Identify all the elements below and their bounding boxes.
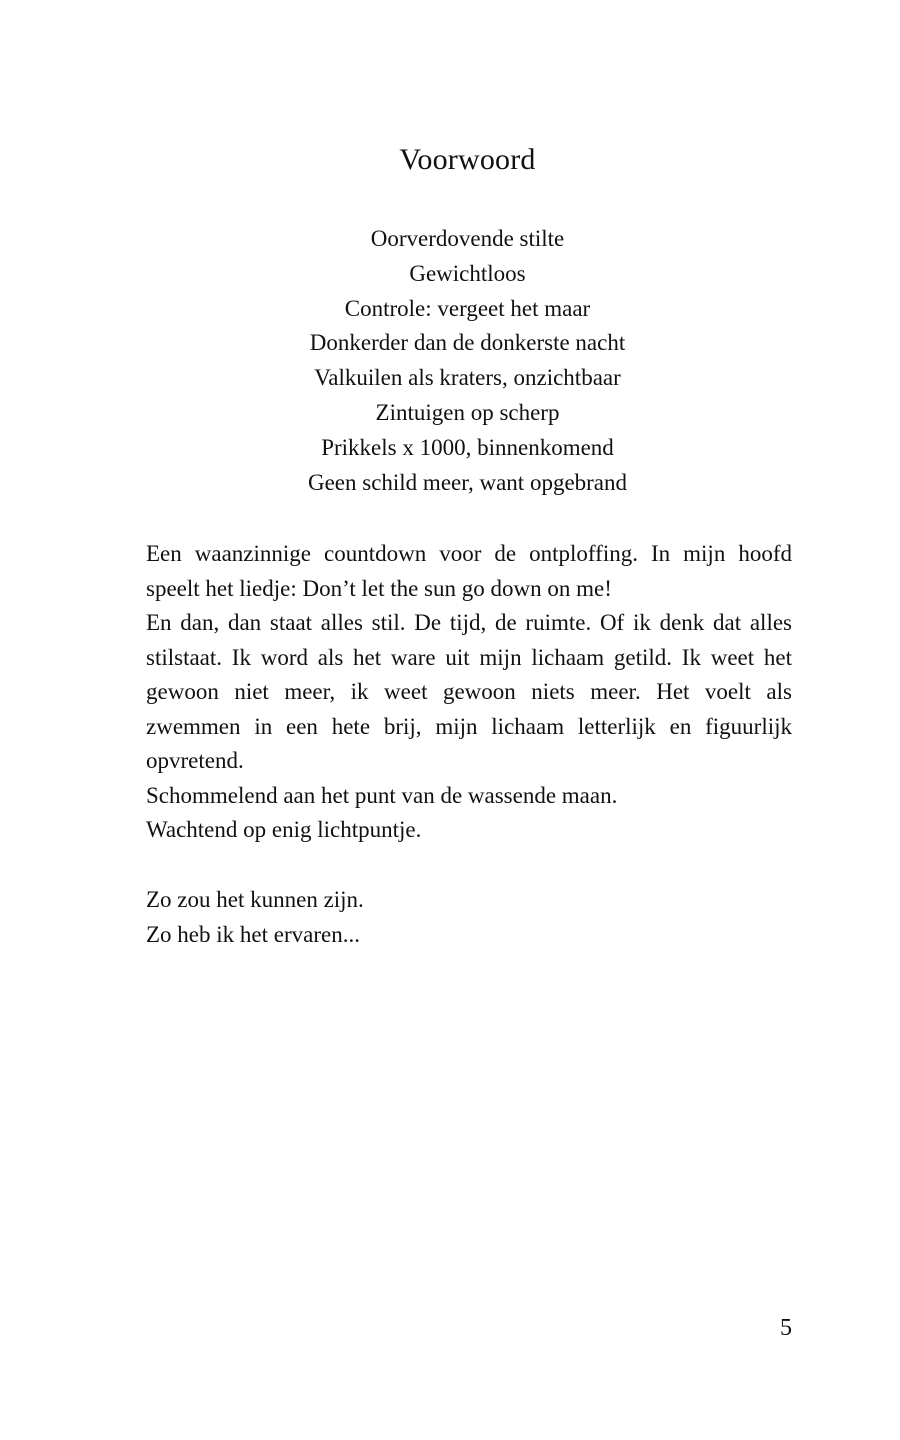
poem-line: Geen schild meer, want opgebrand bbox=[307, 469, 628, 495]
poem-line: Zintuigen op scherp bbox=[375, 399, 560, 425]
page-number: 5 bbox=[780, 1315, 792, 1341]
poem bbox=[0, 222, 900, 500]
prose-body bbox=[146, 537, 792, 848]
closing-line: Zo zou het kunnen zijn. bbox=[146, 887, 364, 912]
poem-line: Oorverdovende stilte bbox=[370, 226, 565, 251]
poem-line: Valkuilen als kraters, onzichtbaar bbox=[314, 365, 621, 391]
prose-paragraph: Schommelend aan het punt van de wassende maan. bbox=[146, 782, 618, 808]
prose-paragraph: Wachtend op enig lichtpuntje. bbox=[146, 817, 422, 842]
prose-paragraph: Een waanzinnige countdown voor de ontploffing. In mijn hoofd speelt het liedje: Don’t let the sun go down on me! bbox=[146, 541, 792, 601]
poem-line: Donkerder dan de donkerste nacht bbox=[309, 330, 626, 356]
poem-line: Gewichtloos bbox=[409, 260, 526, 286]
poem-line: Prikkels x 1000, binnenkomend bbox=[321, 434, 614, 460]
poem-line: Controle: vergeet het maar bbox=[344, 295, 591, 321]
closing-lines bbox=[146, 883, 792, 952]
closing-line: Zo heb ik het ervaren... bbox=[146, 921, 360, 947]
page-title: Voorwoord bbox=[399, 143, 536, 176]
prose-paragraph: En dan, dan staat alles stil. De tijd, de ruimte. Of ik denk dat alles stilstaat. Ik word als het ware uit mijn lichaam getild. Ik weet het gewoon niet meer, ik weet gewoon niets meer. Het voelt als zwemmen in een hete brij, mijn lichaam letterlijk en figuurlijk opvretend. bbox=[146, 610, 792, 773]
